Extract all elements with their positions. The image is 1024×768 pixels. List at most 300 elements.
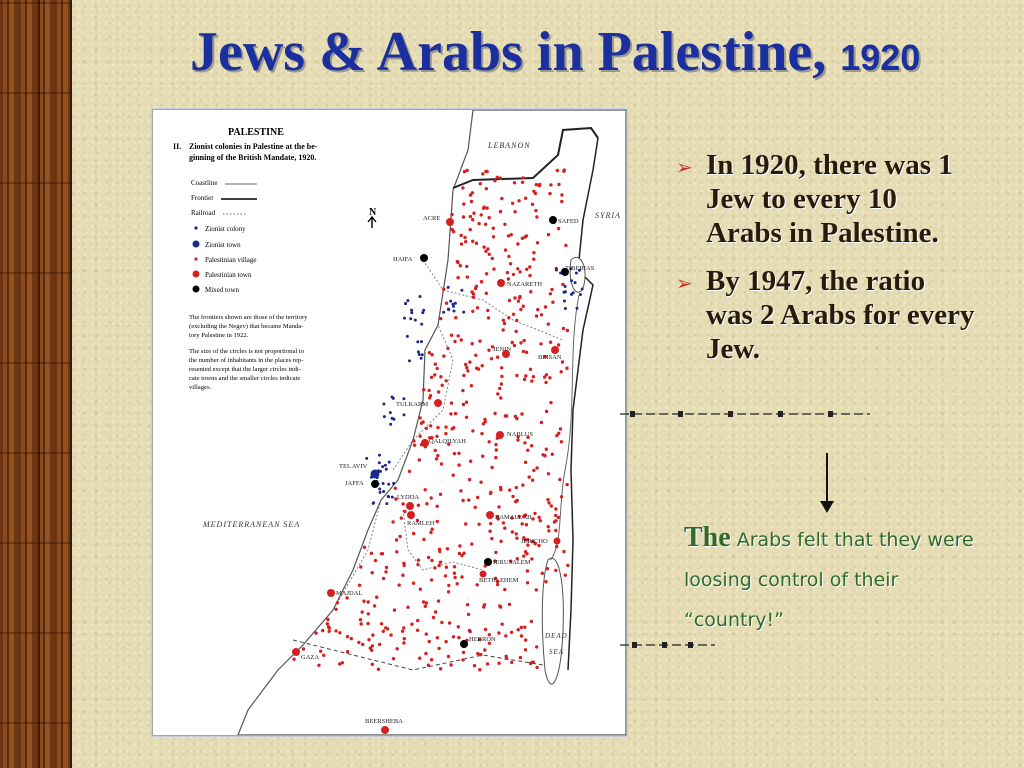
village-dot — [444, 425, 447, 428]
town-jericho-label: JERICHO — [521, 538, 548, 545]
village-dot — [462, 202, 465, 205]
village-dot — [530, 379, 533, 382]
village-dot — [488, 253, 491, 256]
map-subtitle-1: Zionist colonies in Palestine at the be- — [189, 142, 318, 151]
village-dot — [515, 319, 518, 322]
colony-dot — [564, 285, 567, 288]
village-dot — [560, 200, 563, 203]
village-dot — [519, 308, 522, 311]
village-dot — [532, 375, 535, 378]
village-dot — [538, 184, 541, 187]
village-dot — [547, 501, 550, 504]
town-jerusalem-dot — [484, 558, 492, 566]
village-dot — [547, 322, 550, 325]
town-jericho-dot — [554, 538, 561, 545]
village-dot — [547, 472, 550, 475]
town-beersheba-label: BEERSHEBA — [365, 718, 403, 725]
village-dot — [450, 213, 453, 216]
village-dot — [371, 663, 374, 666]
village-dot — [412, 532, 415, 535]
village-dot — [471, 342, 474, 345]
colony-dot — [387, 495, 390, 498]
village-dot — [499, 605, 502, 608]
colony-dot — [383, 415, 386, 418]
village-dot — [525, 268, 528, 271]
village-dot — [530, 444, 533, 447]
village-dot — [521, 483, 524, 486]
village-dot — [496, 176, 499, 179]
colony-dot — [579, 293, 582, 296]
village-dot — [464, 363, 467, 366]
line-marker — [828, 411, 833, 417]
village-dot — [359, 618, 362, 621]
village-dot — [516, 267, 519, 270]
village-dot — [513, 181, 516, 184]
colony-dot — [420, 340, 423, 343]
village-dot — [425, 427, 428, 430]
village-dot — [545, 448, 548, 451]
colony-dot — [385, 468, 388, 471]
village-dot — [485, 206, 488, 209]
town-bethlehem-label: BETHLEHEM — [479, 577, 519, 584]
village-dot — [508, 299, 511, 302]
village-dot — [481, 172, 484, 175]
village-dot — [465, 416, 468, 419]
village-dot — [487, 316, 490, 319]
village-dot — [489, 491, 492, 494]
village-dot — [499, 486, 502, 489]
wood-edge-line — [70, 0, 72, 768]
colony-dot — [379, 491, 382, 494]
village-dot — [453, 340, 456, 343]
village-dot — [450, 334, 453, 337]
village-dot — [499, 177, 502, 180]
village-dot — [485, 187, 488, 190]
title-year: 1920 — [840, 37, 921, 78]
village-dot — [460, 338, 463, 341]
village-dot — [430, 578, 433, 581]
village-dot — [524, 648, 527, 651]
village-dot — [550, 504, 553, 507]
colony-dot — [378, 488, 381, 491]
village-dot — [468, 629, 471, 632]
village-dot — [427, 664, 430, 667]
line-marker — [630, 411, 635, 417]
village-dot — [377, 668, 380, 671]
bullet-item — [676, 264, 976, 366]
village-dot — [444, 640, 447, 643]
village-dot — [385, 566, 388, 569]
village-dot — [494, 551, 497, 554]
village-dot — [485, 292, 488, 295]
village-dot — [389, 633, 392, 636]
village-dot — [447, 584, 450, 587]
village-dot — [471, 240, 474, 243]
village-dot — [470, 200, 473, 203]
village-dot — [458, 552, 461, 555]
colony-dot — [385, 502, 388, 505]
village-dot — [461, 186, 464, 189]
village-dot — [476, 496, 479, 499]
village-dot — [374, 559, 377, 562]
village-dot — [499, 396, 502, 399]
town-gaza-dot — [292, 648, 300, 656]
village-dot — [386, 627, 389, 630]
village-dot — [503, 322, 506, 325]
village-dot — [490, 466, 493, 469]
village-dot — [314, 631, 317, 634]
village-dot — [474, 506, 477, 509]
colony-dot — [574, 281, 577, 284]
village-dot — [507, 316, 510, 319]
colony-dot — [442, 311, 445, 314]
village-dot — [554, 514, 557, 517]
village-dot — [523, 441, 526, 444]
village-dot — [432, 616, 435, 619]
colony-dot — [406, 335, 409, 338]
village-dot — [449, 412, 452, 415]
village-dot — [516, 438, 519, 441]
village-dot — [560, 370, 563, 373]
village-dot — [508, 488, 511, 491]
colony-dot — [421, 353, 424, 356]
village-dot — [458, 544, 461, 547]
village-dot — [453, 576, 456, 579]
village-dot — [540, 313, 543, 316]
village-dot — [518, 270, 521, 273]
colony-dot — [564, 290, 567, 293]
village-dot — [557, 432, 560, 435]
village-dot — [481, 455, 484, 458]
village-dot — [336, 601, 339, 604]
village-dot — [548, 192, 551, 195]
village-dot — [528, 475, 531, 478]
colony-dot — [564, 307, 567, 310]
village-dot — [557, 343, 560, 346]
map-note-2-line: the number of inhabitants in the places rep- — [189, 357, 304, 364]
village-dot — [526, 581, 529, 584]
village-dot — [521, 181, 524, 184]
village-dot — [549, 401, 552, 404]
legend-palestinian-village-dot — [194, 257, 197, 260]
village-dot — [546, 498, 549, 501]
village-dot — [470, 542, 473, 545]
village-dot — [459, 489, 462, 492]
village-dot — [402, 562, 405, 565]
colony-dot — [382, 490, 385, 493]
village-dot — [484, 628, 487, 631]
village-dot — [408, 470, 411, 473]
region-dead: DEAD — [545, 632, 568, 640]
colony-dot — [462, 311, 465, 314]
legend-mixed-town: Mixed town — [205, 286, 240, 294]
village-dot — [497, 631, 500, 634]
village-dot — [549, 341, 552, 344]
village-dot — [418, 458, 421, 461]
village-dot — [403, 510, 406, 513]
village-dot — [478, 339, 481, 342]
village-dot — [524, 197, 527, 200]
village-dot — [480, 213, 483, 216]
line-marker — [778, 411, 783, 417]
colony-dot — [378, 454, 381, 457]
village-dot — [491, 257, 494, 260]
village-dot — [418, 657, 421, 660]
colony-dot — [384, 464, 387, 467]
village-dot — [502, 521, 505, 524]
village-dot — [363, 546, 366, 549]
colony-dot — [416, 340, 419, 343]
village-dot — [517, 299, 520, 302]
village-dot — [436, 454, 439, 457]
legend-zionist-colony: Zionist colony — [205, 225, 246, 233]
bullet-arrow-icon: ➢ — [676, 271, 693, 295]
village-dot — [466, 603, 469, 606]
town-haifa-label: HAIFA — [393, 256, 413, 263]
village-dot — [371, 571, 374, 574]
village-dot — [471, 429, 474, 432]
village-dot — [494, 456, 497, 459]
village-dot — [510, 631, 513, 634]
village-dot — [546, 567, 549, 570]
village-dot — [502, 328, 505, 331]
village-dot — [382, 630, 385, 633]
village-dot — [477, 523, 480, 526]
village-dot — [466, 369, 469, 372]
village-dot — [484, 170, 487, 173]
colony-dot — [379, 470, 382, 473]
village-dot — [474, 354, 477, 357]
village-dot — [360, 622, 363, 625]
town-qalqilyah-dot — [421, 439, 429, 447]
village-dot — [538, 516, 541, 519]
village-dot — [427, 389, 430, 392]
village-dot — [502, 319, 505, 322]
note-lead: The — [684, 522, 731, 553]
town-ramallah-label: RAMALLAH — [495, 514, 532, 521]
village-dot — [437, 599, 440, 602]
village-dot — [480, 432, 483, 435]
village-dot — [515, 537, 518, 540]
village-dot — [560, 440, 563, 443]
village-dot — [535, 183, 538, 186]
village-dot — [485, 272, 488, 275]
village-dot — [436, 505, 439, 508]
village-dot — [511, 202, 514, 205]
colony-dot — [419, 295, 422, 298]
colony-dot — [391, 417, 394, 420]
legend-railroad: Railroad — [191, 209, 216, 217]
village-dot — [441, 384, 444, 387]
village-dot — [560, 495, 563, 498]
village-dot — [371, 644, 374, 647]
village-dot — [488, 440, 491, 443]
village-dot — [524, 374, 527, 377]
village-dot — [446, 547, 449, 550]
village-dot — [321, 629, 324, 632]
village-dot — [450, 401, 453, 404]
village-dot — [544, 580, 547, 583]
village-dot — [488, 530, 491, 533]
town-beisan-label: BEISAN — [538, 354, 562, 361]
village-dot — [445, 379, 448, 382]
village-dot — [401, 630, 404, 633]
village-dot — [328, 630, 331, 633]
village-dot — [543, 454, 546, 457]
village-dot — [453, 565, 456, 568]
village-dot — [496, 356, 499, 359]
line-marker — [728, 411, 733, 417]
village-dot — [302, 647, 305, 650]
map-frame — [152, 109, 627, 736]
colony-dot — [382, 482, 385, 485]
village-dot — [522, 554, 525, 557]
village-dot — [450, 228, 453, 231]
colony-dot — [447, 308, 450, 311]
village-dot — [454, 412, 457, 415]
map-note-1-line: The frontiers shown are those of the territory — [189, 314, 308, 321]
village-dot — [425, 502, 428, 505]
village-dot — [464, 240, 467, 243]
village-dot — [437, 390, 440, 393]
colony-dot — [392, 482, 395, 485]
village-dot — [457, 463, 460, 466]
town-acre-dot — [446, 218, 454, 226]
village-dot — [535, 588, 538, 591]
line-marker — [688, 642, 693, 648]
village-dot — [435, 457, 438, 460]
bullet-item — [676, 148, 976, 250]
village-dot — [430, 353, 433, 356]
village-dot — [529, 290, 532, 293]
village-dot — [522, 339, 525, 342]
village-dot — [531, 661, 534, 664]
village-dot — [517, 199, 520, 202]
village-dot — [412, 582, 415, 585]
village-dot — [447, 590, 450, 593]
village-dot — [402, 626, 405, 629]
village-dot — [520, 626, 523, 629]
village-dot — [422, 538, 425, 541]
village-dot — [459, 264, 462, 267]
village-dot — [433, 566, 436, 569]
colony-dot — [391, 496, 394, 499]
village-dot — [410, 623, 413, 626]
village-dot — [535, 466, 538, 469]
village-dot — [535, 314, 538, 317]
village-dot — [479, 182, 482, 185]
village-dot — [509, 262, 512, 265]
town-nablus-dot — [496, 431, 504, 439]
village-dot — [482, 245, 485, 248]
village-dot — [457, 334, 460, 337]
village-dot — [503, 223, 506, 226]
village-dot — [469, 228, 472, 231]
village-dot — [529, 368, 532, 371]
village-dot — [400, 516, 403, 519]
village-dot — [551, 453, 554, 456]
village-dot — [539, 342, 542, 345]
village-dot — [465, 169, 468, 172]
village-dot — [532, 258, 535, 261]
village-dot — [530, 557, 533, 560]
bullet-list — [676, 148, 976, 380]
colony-dot — [409, 317, 412, 320]
village-dot — [418, 435, 421, 438]
legend-palestinian-town-dot — [193, 271, 200, 278]
village-dot — [465, 366, 468, 369]
colony-dot — [581, 288, 584, 291]
village-dot — [401, 502, 404, 505]
village-dot — [465, 265, 468, 268]
village-dot — [380, 552, 383, 555]
village-dot — [382, 577, 385, 580]
village-dot — [292, 658, 295, 661]
village-dot — [478, 668, 481, 671]
village-dot — [535, 666, 538, 669]
village-dot — [447, 655, 450, 658]
down-arrow-icon — [820, 501, 834, 513]
note-rest: Arabs felt that they were loosing control of their “country!” — [684, 529, 974, 631]
village-dot — [512, 273, 515, 276]
village-dot — [479, 481, 482, 484]
village-dot — [462, 651, 465, 654]
village-dot — [453, 572, 456, 575]
colony-dot — [410, 309, 413, 312]
village-dot — [499, 540, 502, 543]
village-dot — [422, 388, 425, 391]
town-qalqilyah-label: QALQILYAH — [429, 438, 466, 445]
village-dot — [554, 569, 557, 572]
map-subtitle-num: II. — [173, 142, 182, 151]
village-dot — [481, 364, 484, 367]
village-dot — [471, 218, 474, 221]
village-dot — [562, 550, 565, 553]
village-dot — [515, 532, 518, 535]
town-beersheba-dot — [381, 726, 389, 734]
village-dot — [322, 654, 325, 657]
village-dot — [445, 302, 448, 305]
legend-zionist-colony-dot — [194, 226, 197, 229]
village-dot — [428, 351, 431, 354]
map-note-1-line: tory Palestine in 1922. — [189, 332, 249, 339]
town-lydda-dot — [406, 502, 414, 510]
village-dot — [440, 621, 443, 624]
village-dot — [436, 426, 439, 429]
village-dot — [565, 483, 568, 486]
village-dot — [492, 227, 495, 230]
colony-dot — [414, 319, 417, 322]
village-dot — [430, 496, 433, 499]
village-dot — [375, 596, 378, 599]
village-dot — [504, 634, 507, 637]
map-note-2-line: The size of the circles is not proportional to — [189, 348, 304, 355]
village-dot — [436, 520, 439, 523]
town-majdal-dot — [327, 589, 335, 597]
village-dot — [492, 235, 495, 238]
colony-dot — [417, 350, 420, 353]
palestine-map — [153, 110, 626, 735]
colony-dot — [555, 269, 558, 272]
town-nazareth-dot — [497, 279, 505, 287]
village-dot — [525, 351, 528, 354]
village-dot — [466, 275, 469, 278]
village-dot — [393, 608, 396, 611]
village-dot — [544, 305, 547, 308]
line-marker — [632, 642, 637, 648]
village-dot — [531, 203, 534, 206]
village-dot — [449, 663, 452, 666]
